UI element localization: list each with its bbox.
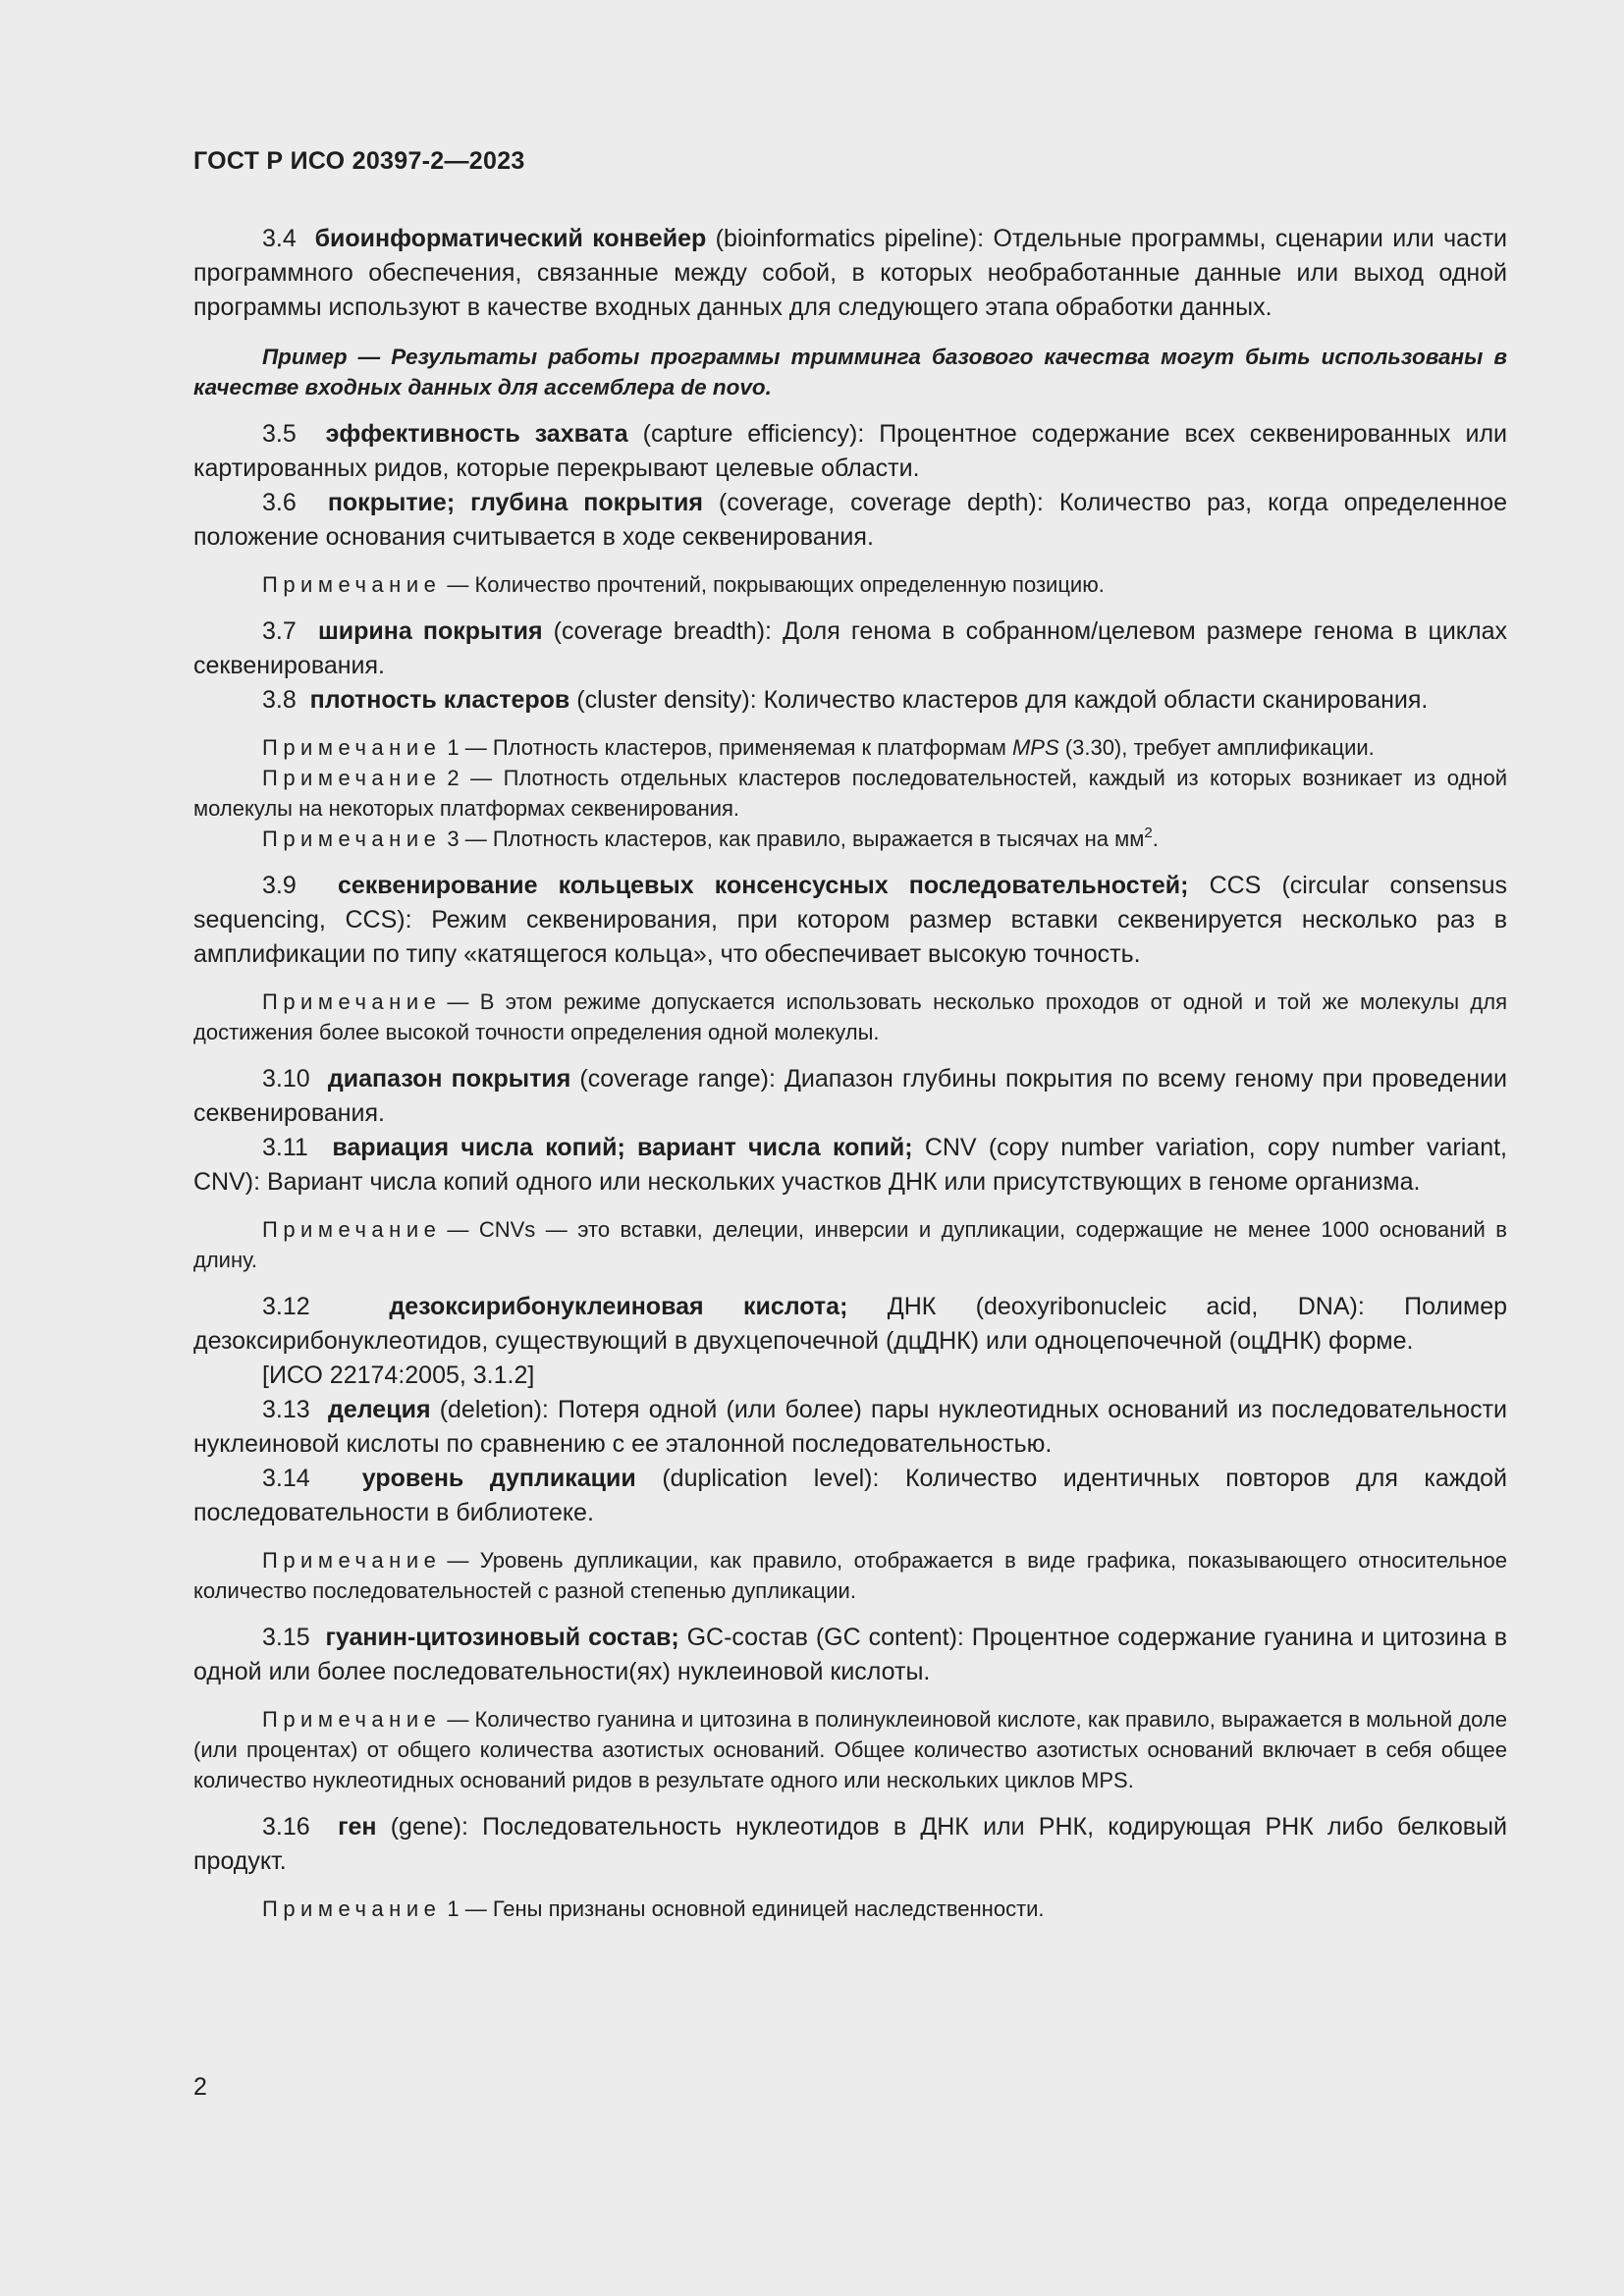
note-text: — Количество прочтений, покрывающих определенную позицию. bbox=[447, 572, 1105, 597]
term-number: 3.9 bbox=[262, 872, 297, 899]
term-number: 3.8 bbox=[262, 686, 297, 714]
reference-3-12: [ИСО 22174:2005, 3.1.2] bbox=[262, 1362, 535, 1389]
note-label: Примечание bbox=[262, 572, 442, 597]
term-definition: (capture efficiency): Процентное содержание всех секвенированных или картированных ридов, которые перекрывают целевые области. bbox=[193, 420, 1507, 482]
note-label: Примечание bbox=[262, 1548, 442, 1573]
term-title: ширина покрытия bbox=[317, 617, 543, 645]
term-title: диапазон покрытия bbox=[327, 1065, 571, 1093]
term-number: 3.13 bbox=[262, 1396, 310, 1423]
note-italic-term: MPS bbox=[1011, 735, 1059, 760]
term-title: делеция bbox=[327, 1396, 431, 1423]
note-text-end: . bbox=[1152, 827, 1159, 851]
note-label: Примечание bbox=[262, 1217, 442, 1242]
term-3-4 bbox=[193, 222, 1507, 325]
term-3-10 bbox=[193, 1062, 1507, 1131]
note-number: 3 bbox=[447, 827, 460, 851]
term-number: 3.10 bbox=[262, 1065, 310, 1093]
term-3-14 bbox=[193, 1462, 1507, 1530]
term-number: 3.14 bbox=[262, 1465, 310, 1492]
note-text: — CNVs — это вставки, делеции, инверсии и дупликации, содержащие не менее 1000 оснований в длину. bbox=[193, 1217, 1507, 1272]
note-text: — Плотность кластеров, применяемая к платформам bbox=[464, 735, 1006, 760]
note-text: — Уровень дупликации, как правило, отображается в виде графика, показывающего относительное количество последовательностей с разной степенью дупликации. bbox=[193, 1548, 1507, 1603]
term-definition: (coverage range): Диапазон глубины покрытия по всему геному при проведении секвенирования. bbox=[193, 1065, 1508, 1127]
term-number: 3.16 bbox=[262, 1813, 310, 1841]
term-title: эффективность захвата bbox=[325, 420, 628, 448]
note-3-8-3 bbox=[193, 824, 1507, 854]
term-definition: (coverage, coverage depth): Количество раз, когда определенное положение основания считывается в ходе секвенирования. bbox=[193, 489, 1507, 551]
note-text: — Плотность отдельных кластеров последовательностей, каждый из которых возникает из одной молекулы на некоторых платформах секвенирования. bbox=[193, 766, 1507, 821]
term-title: плотность кластеров bbox=[309, 686, 570, 714]
term-title: уровень дупликации bbox=[361, 1465, 636, 1492]
term-3-6 bbox=[193, 486, 1507, 555]
term-title: ген bbox=[338, 1813, 377, 1841]
term-definition: (bioinformatics pipeline): Отдельные программы, сценарии или части программного обеспечения, связанные между собой, в которых необработанные данные или выход одной программы используют в качестве входных данных для следующего этапа обработки данных. bbox=[193, 225, 1507, 321]
document-body bbox=[193, 222, 1507, 1924]
term-number: 3.4 bbox=[262, 225, 297, 252]
note-text: — Плотность кластеров, как правило, выражается в тысячах на мм bbox=[464, 827, 1145, 851]
superscript: 2 bbox=[1144, 825, 1153, 841]
note-number: 2 bbox=[447, 766, 460, 790]
page-number: 2 bbox=[193, 2073, 207, 2101]
note-number: 1 bbox=[447, 735, 460, 760]
term-3-12 bbox=[193, 1290, 1507, 1359]
note-text: — Гены признаны основной единицей наследственности. bbox=[464, 1896, 1045, 1921]
term-title: покрытие; глубина покрытия bbox=[327, 489, 703, 516]
term-definition: (cluster density): Количество кластеров для каждой области сканирования. bbox=[576, 686, 1429, 714]
term-3-9 bbox=[193, 869, 1507, 972]
term-title: гуанин-цитозиновый состав; bbox=[325, 1624, 679, 1651]
term-number: 3.6 bbox=[262, 489, 297, 516]
term-3-15 bbox=[193, 1621, 1507, 1689]
note-text: — Количество гуанина и цитозина в полинуклеиновой кислоте, как правило, выражается в мольной доле (или процентах) от общего количества азотистых оснований. Общее количество азотистых оснований включает в себя общее количество нуклеотидных оснований ридов в результате одного или нескольких циклов MPS. bbox=[193, 1707, 1507, 1792]
term-title: дезоксирибонуклеиновая кислота; bbox=[389, 1293, 848, 1320]
note-label: Примечание bbox=[262, 827, 442, 851]
term-3-5 bbox=[193, 417, 1507, 486]
term-title: биоинформатический конвейер bbox=[314, 225, 707, 252]
note-3-8-2 bbox=[193, 763, 1507, 824]
term-number: 3.15 bbox=[262, 1624, 310, 1651]
note-label: Примечание bbox=[262, 1896, 442, 1921]
term-definition: (gene): Последовательность нуклеотидов в ДНК или РНК, кодирующая РНК либо белковый продукт. bbox=[193, 1813, 1507, 1875]
term-3-8 bbox=[193, 683, 1507, 718]
term-definition: (coverage breadth): Доля генома в собранном/целевом размере генома в циклах секвенирования. bbox=[193, 617, 1507, 679]
term-definition: ДНК (deoxyribonucleic acid, DNA): Полимер дезоксирибонуклеотидов, существующий в двухцепочечной (дцДНК) или одноцепочечной (оцДНК) форме. bbox=[193, 1293, 1507, 1355]
note-text: — В этом режиме допускается использовать несколько проходов от одной и той же молекулы для достижения более высокой точности определения одной молекулы. bbox=[193, 989, 1507, 1044]
note-3-15 bbox=[193, 1704, 1507, 1795]
note-number: 1 bbox=[447, 1896, 460, 1921]
note-3-8-1 bbox=[193, 732, 1507, 763]
term-3-11 bbox=[193, 1131, 1507, 1200]
term-definition: CCS (circular consensus sequencing, CCS): Режим секвенирования, при котором размер вставки секвенируется несколько раз в амплификации по типу «катящегося кольца», что обеспечивает высокую точность. bbox=[193, 872, 1507, 968]
term-title: секвенирование кольцевых консенсусных последовательностей; bbox=[337, 872, 1189, 899]
note-label: Примечание bbox=[262, 989, 442, 1014]
note-label: Примечание bbox=[262, 1707, 442, 1732]
note-3-9 bbox=[193, 987, 1507, 1047]
note-3-11 bbox=[193, 1214, 1507, 1275]
term-definition: (deletion): Потеря одной (или более) пары нуклеотидных оснований из последовательности нуклеиновой кислоты по сравнению с ее эталонной последовательностью. bbox=[193, 1396, 1507, 1458]
term-definition: CNV (copy number variation, copy number variant, CNV): Вариант числа копий одного или нескольких участков ДНК или присутствующих в геноме организма. bbox=[193, 1134, 1507, 1196]
term-number: 3.7 bbox=[262, 617, 297, 645]
term-title: вариация числа копий; вариант числа копий; bbox=[332, 1134, 913, 1161]
term-definition: GC-состав (GC content): Процентное содержание гуанина и цитозина в одной или более последовательности(ях) нуклеиновой кислоты. bbox=[193, 1624, 1507, 1685]
note-3-16-1 bbox=[193, 1894, 1507, 1924]
note-3-6 bbox=[193, 569, 1507, 600]
term-3-16 bbox=[193, 1810, 1507, 1879]
document-header: ГОСТ Р ИСО 20397-2—2023 bbox=[193, 147, 525, 175]
term-number: 3.12 bbox=[262, 1293, 310, 1320]
term-3-13 bbox=[193, 1393, 1507, 1462]
note-label: Примечание bbox=[262, 735, 442, 760]
note-3-14 bbox=[193, 1545, 1507, 1606]
note-text-end: (3.30), требует амплификации. bbox=[1064, 735, 1375, 760]
term-number: 3.5 bbox=[262, 420, 297, 448]
note-label: Примечание bbox=[262, 766, 442, 790]
term-3-7 bbox=[193, 614, 1507, 683]
example-3-4: Пример — Результаты работы программы тримминга базового качества могут быть использованы в качестве входных данных для ассемблера de novo. bbox=[193, 345, 1507, 400]
term-number: 3.11 bbox=[262, 1134, 308, 1161]
term-definition: (duplication level): Количество идентичных повторов для каждой последовательности в библиотеке. bbox=[193, 1465, 1507, 1526]
